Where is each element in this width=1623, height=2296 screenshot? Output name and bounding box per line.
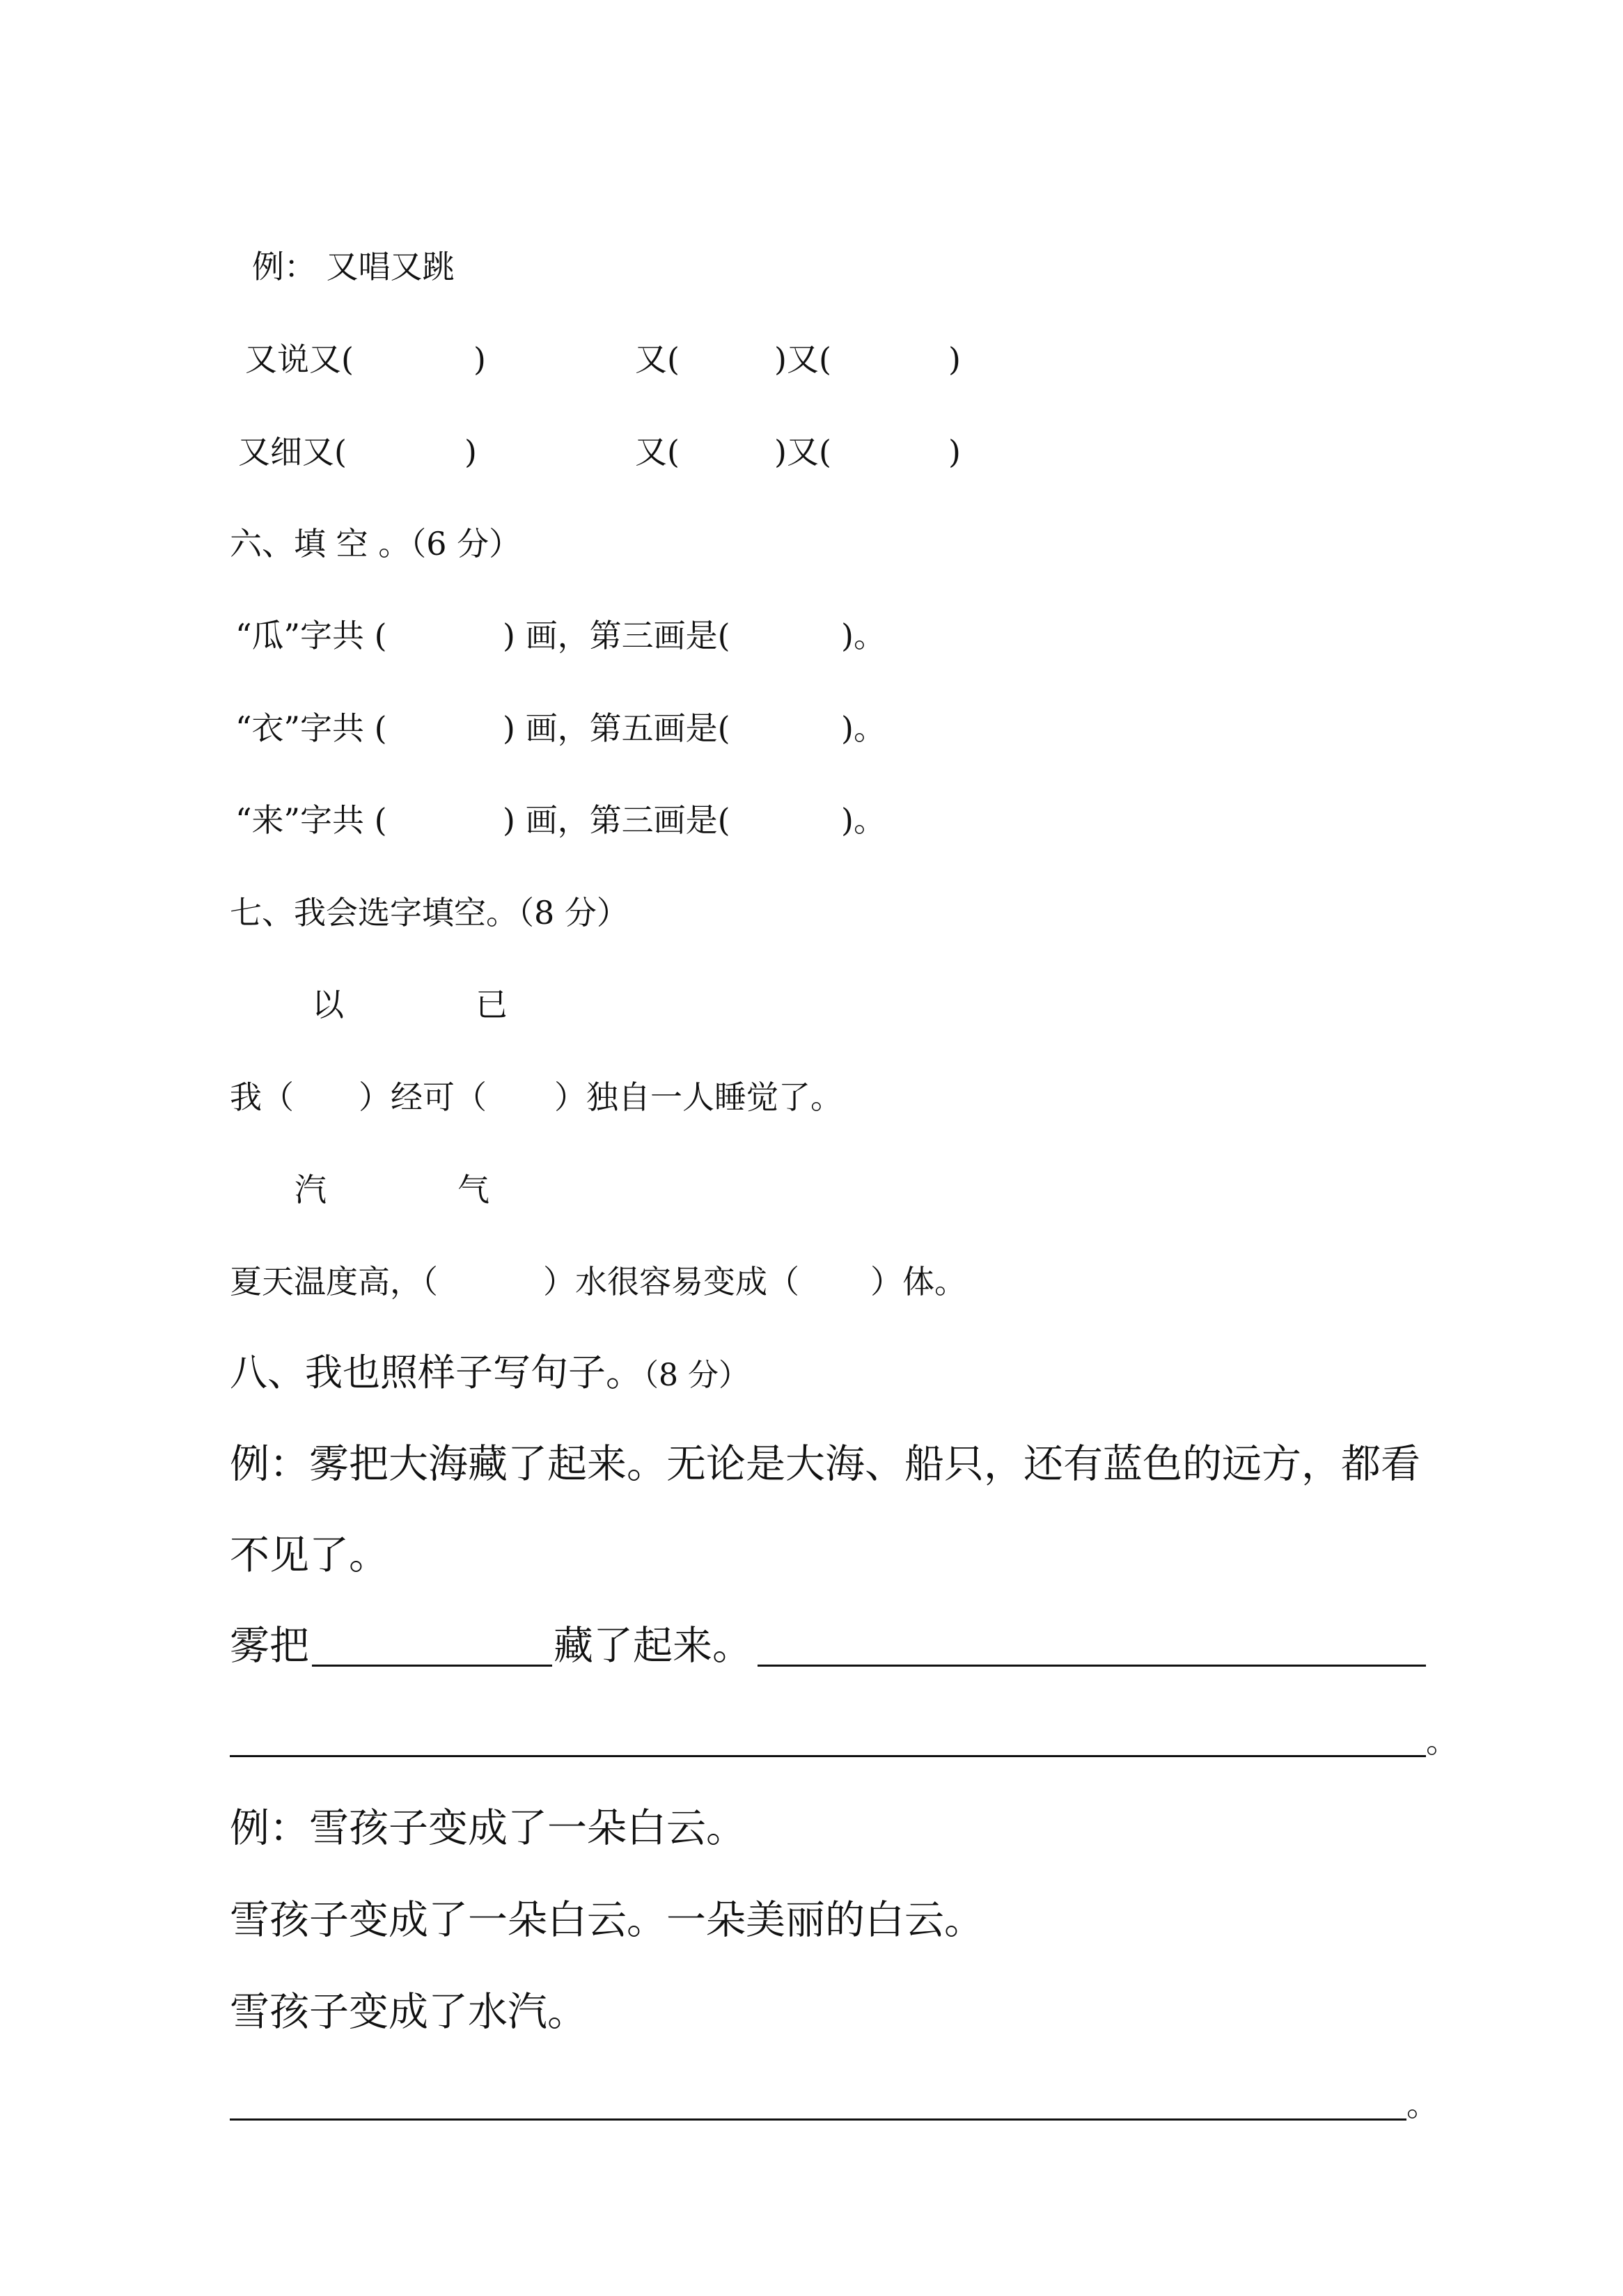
blank-row1-right-c: ) [948, 340, 961, 378]
answer-line-1[interactable] [230, 1755, 1426, 1757]
choice-char-1a: 以 [312, 986, 344, 1023]
blank-row1-right-a: 又( [635, 340, 680, 378]
stroke-question-1-c: )。 [841, 617, 886, 654]
fill-middle: 藏了起来。 [554, 1623, 752, 1669]
stroke-question-3-c: )。 [841, 801, 886, 839]
example2: 例：雪孩子变成了一朵白云。 [230, 1805, 746, 1851]
choice-sentence-2-a: 夏天温度高，（ [230, 1263, 438, 1300]
stroke-question-2-b: ) 画，第五画是( [503, 709, 730, 747]
choice-char-2b: 气 [457, 1171, 489, 1209]
example1-line1: 例：雾把大海藏了起来。无论是大海、船只，还有蓝色的远方，都看 [230, 1441, 1420, 1487]
section8-heading-score: （8 分） [643, 1358, 749, 1393]
blank-row2-left: 又细又( [238, 433, 347, 471]
stroke-question-3-b: ) 画，第三画是( [503, 801, 730, 839]
choice-sentence-1-b: ）经可（ [359, 1078, 487, 1116]
stroke-question-3-a: “来”字共 ( [235, 801, 387, 839]
answer-blank-2[interactable] [758, 1665, 1426, 1667]
blank-row1-left: 又说又( [245, 340, 354, 378]
stroke-question-1-a: “瓜”字共 ( [235, 617, 387, 654]
fill-prefix: 雾把 [230, 1623, 309, 1669]
blank-row2-left-close: ) [464, 433, 477, 471]
section6-heading: 六、填 空 。（6 分） [230, 525, 522, 563]
answer-blank-1[interactable] [312, 1665, 552, 1667]
blank-row2-right-c: ) [948, 433, 961, 471]
section8-heading [230, 1351, 749, 1394]
answer-line-2[interactable] [230, 2118, 1406, 2121]
choice-char-1b: 已 [476, 986, 508, 1023]
section8-heading-text: 八、我也照样子写句子。 [230, 1351, 643, 1394]
choice-char-2a: 汽 [295, 1171, 327, 1209]
choice-sentence-2-b: ）水很容易变成（ [543, 1263, 799, 1300]
stroke-question-2-c: )。 [841, 709, 886, 747]
blank-row1-right-b: )又( [774, 340, 831, 378]
period-mark-1: 。 [1426, 1722, 1458, 1760]
stroke-question-1-b: ) 画，第三画是( [503, 617, 730, 654]
blank-row2-right-a: 又( [635, 433, 680, 471]
section7-heading: 七、我会选字填空。（8 分） [230, 894, 629, 931]
choice-sentence-1-c: ）独自一人睡觉了。 [554, 1078, 842, 1116]
stroke-question-2-a: “衣”字共 ( [235, 709, 387, 747]
sample-sentence: 雪孩子变成了一朵白云。一朵美丽的白云。 [230, 1897, 984, 1943]
period-mark-2: 。 [1406, 2086, 1438, 2123]
choice-sentence-2-c: ）体。 [870, 1263, 966, 1300]
blank-row1-left-close: ) [473, 340, 486, 378]
choice-sentence-1-a: 我（ [230, 1078, 294, 1116]
prompt-sentence: 雪孩子变成了水汽。 [230, 1989, 587, 2035]
example-text: 例： 又唱又跳 [252, 248, 455, 285]
blank-row2-right-b: )又( [774, 433, 831, 471]
example1-line2: 不见了。 [230, 1532, 389, 1578]
